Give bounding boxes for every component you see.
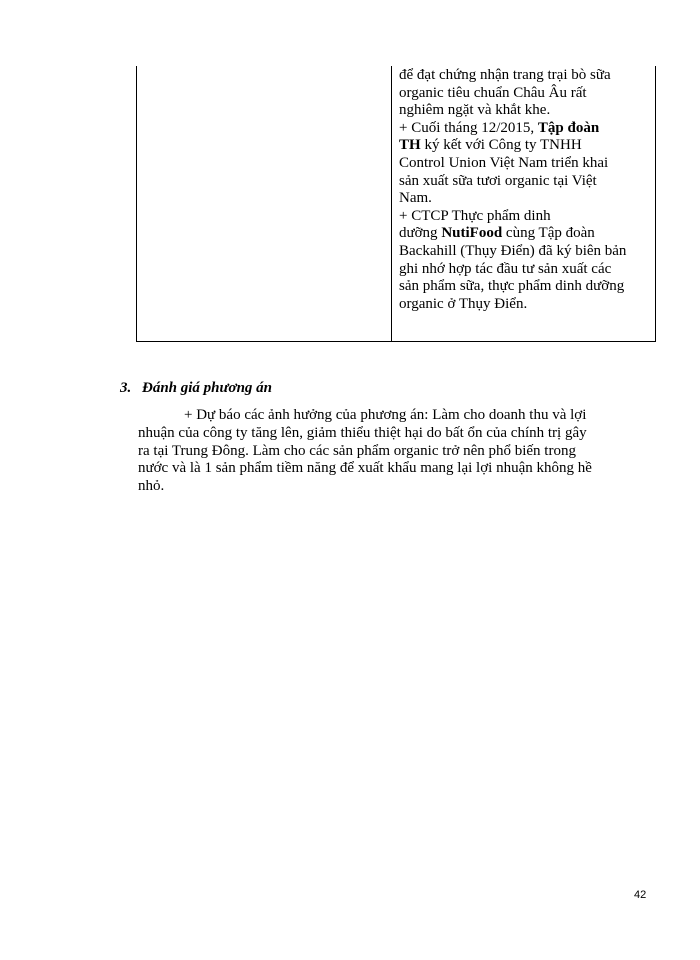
table-cell-line (399, 208, 647, 226)
text-run: Backahill (Thụy Điển) đã ký biên bản (399, 242, 627, 259)
section-number: 3. (120, 380, 132, 396)
table-cell-line (399, 243, 647, 261)
section-heading (120, 380, 272, 397)
table-cell-line (399, 278, 647, 296)
table-cell-line (399, 261, 647, 279)
paragraph-line: + Dự báo các ảnh hưởng của phương án: Làm cho doanh thu và lợi (184, 407, 587, 423)
text-run: ghi nhớ hợp tác đầu tư sản xuất các (399, 260, 612, 277)
text-run: + Cuối tháng 12/2015, (399, 119, 538, 136)
text-run: organic ở Thụy Điển. (399, 295, 528, 312)
text-run: sản phẩm sữa, thực phẩm dinh dưỡng (399, 278, 625, 295)
paragraph-line: ra tại Trung Đông. Làm cho các sản phẩm organic trở nên phổ biến trong (138, 442, 576, 459)
table-cell-line (399, 173, 647, 191)
bold-text-run: TH (399, 137, 421, 154)
table-cell-line (399, 67, 647, 85)
text-run: + CTCP Thực phẩm dinh (399, 207, 551, 224)
table-cell-line (399, 120, 647, 138)
section-title: Đánh giá phương án (142, 380, 272, 396)
table-cell-line (399, 225, 647, 243)
text-run: để đạt chứng nhận trang trại bò sữa (399, 67, 611, 83)
table-cell-line (399, 102, 647, 120)
table-cell-line (399, 137, 647, 155)
text-run: ký kết với Công ty TNHH (420, 137, 582, 154)
text-run: organic tiêu chuẩn Châu Âu rất (399, 84, 587, 101)
table-left-cell (137, 66, 392, 341)
bold-text-run: Tập đoàn (537, 119, 600, 136)
text-run: Nam. (399, 190, 432, 207)
paragraph-line: nhuận của công ty tăng lên, giảm thiểu thiệt hại do bất ổn của chính trị gây (138, 424, 587, 441)
table-cell-line (399, 155, 647, 173)
table-cell-line (399, 296, 647, 314)
table-cell-line (399, 85, 647, 103)
paragraph-line: nước và là 1 sản phẩm tiềm năng để xuất khẩu mang lại lợi nhuận không hề (138, 460, 592, 477)
text-run: sản xuất sữa tươi organic tại Việt (399, 172, 597, 189)
paragraph-line: nhỏ. (138, 478, 165, 495)
bold-text-run: NutiFood (441, 225, 503, 242)
table-right-cell (392, 66, 655, 341)
text-run: Control Union Việt Nam triển khai (399, 154, 609, 171)
table-cell-line (399, 190, 647, 208)
table-fragment (136, 66, 656, 342)
page-number: 42 (634, 889, 647, 901)
text-run: cùng Tập đoàn (502, 225, 595, 242)
text-run: nghiêm ngặt và khắt khe. (399, 102, 551, 119)
text-run: dưỡng (399, 225, 442, 242)
evaluation-paragraph (138, 407, 648, 496)
